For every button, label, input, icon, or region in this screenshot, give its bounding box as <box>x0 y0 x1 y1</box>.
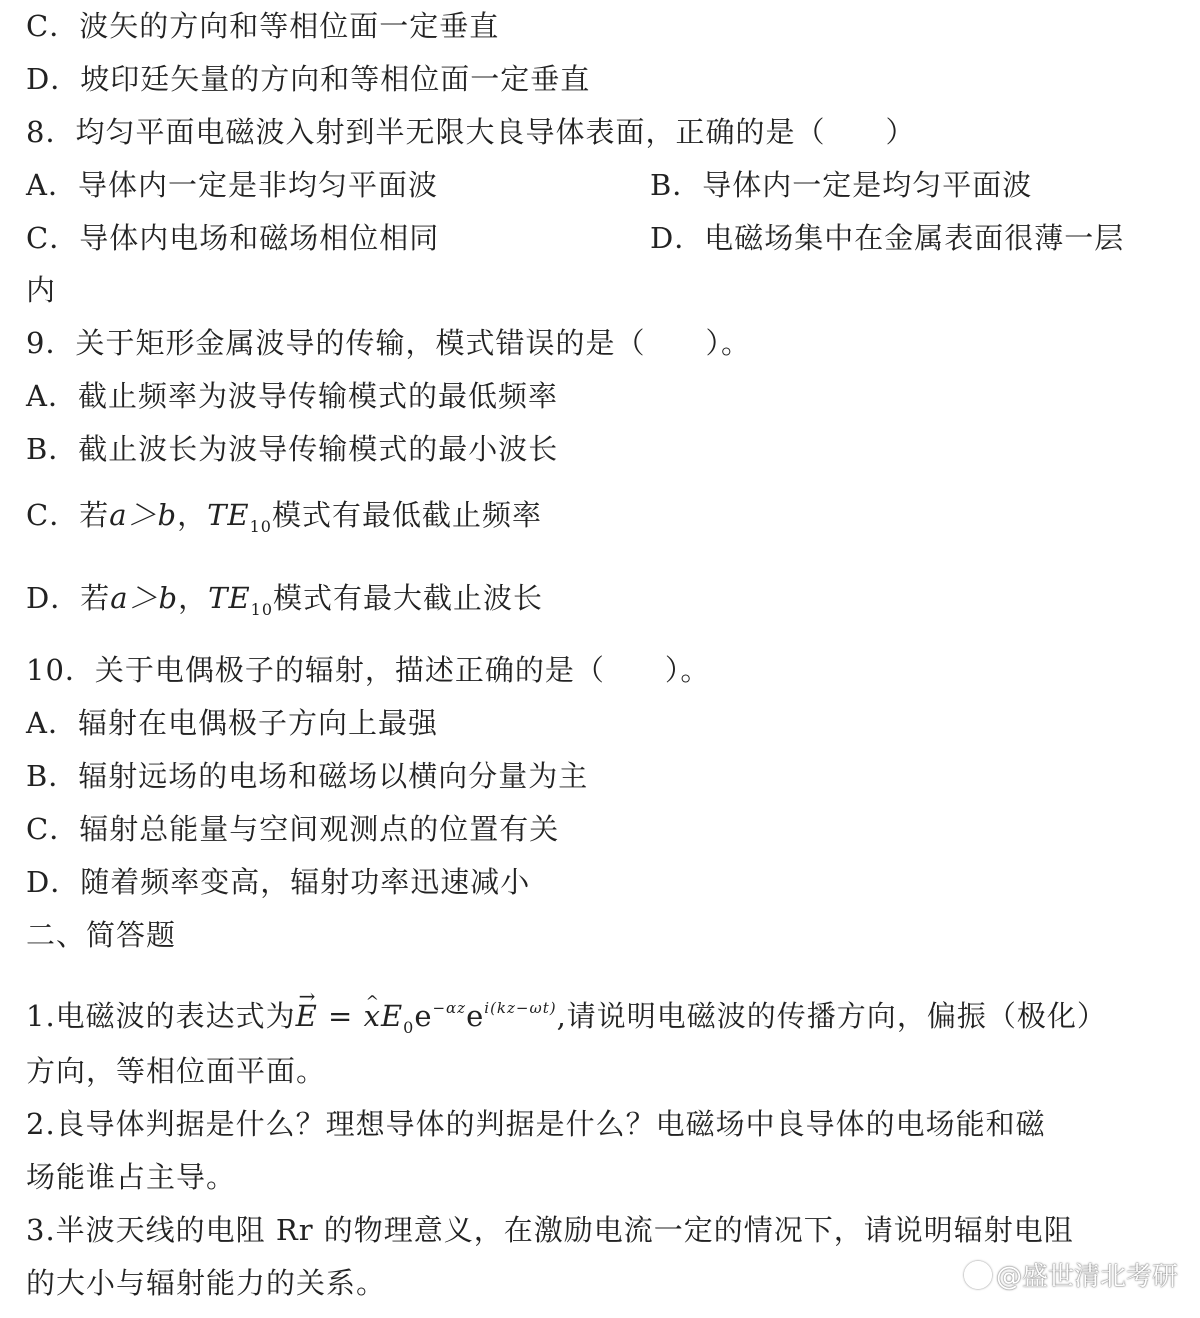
question-10: 10．关于电偶极子的辐射，描述正确的是（ ）。 <box>26 653 711 687</box>
option-8d: D．电磁场集中在金属表面很薄一层 <box>650 221 1125 255</box>
short-answer-3: 3.半波天线的电阻 Rr 的物理意义，在激励电流一定的情况下，请说明辐射电阻 <box>26 1213 1074 1247</box>
option-8b: B．导体内一定是均匀平面波 <box>650 168 1033 202</box>
formula-electric-field <box>295 999 557 1037</box>
option-8c: C．导体内电场和磁场相位相同 <box>26 221 440 255</box>
mode-te-subscript: 10 <box>250 600 274 619</box>
vector-e: → E <box>296 996 318 1036</box>
option-9c-mode <box>207 498 272 536</box>
watermark-text: @盛世清北考研 <box>995 1262 1178 1292</box>
attenuation-exponent: −αz <box>432 999 467 1017</box>
option-9c-comma: ， <box>177 498 208 532</box>
watermark-logo-icon <box>964 1261 992 1289</box>
watermark <box>964 1260 1178 1294</box>
attenuation-base: e <box>414 999 433 1033</box>
mode-te-label: TE <box>208 581 251 615</box>
phase-exponent: i(kz−ωt) <box>484 999 557 1017</box>
unit-vector-x: ^ x <box>364 996 381 1036</box>
question-8: 8．均匀平面电磁波入射到半无限大良导体表面，正确的是（ ） <box>26 115 916 149</box>
option-10a: A．辐射在电偶极子方向上最强 <box>26 706 438 740</box>
question-9: 9．关于矩形金属波导的传输，模式错误的是（ ）。 <box>26 326 751 360</box>
option-8d-continuation: 内 <box>26 273 57 307</box>
option-9d-mode <box>208 581 274 619</box>
option-9b: B．截止波长为波导传输模式的最小波长 <box>26 432 559 466</box>
option-9a: A．截止频率为波导传输模式的最低频率 <box>26 379 558 413</box>
option-9d-prefix: D．若 <box>26 581 111 615</box>
short-answer-1 <box>26 988 1107 1048</box>
option-9d-condition: a＞b <box>110 581 179 615</box>
option-9c <box>26 495 542 547</box>
short-answer-2: 2.良导体判据是什么？理想导体的判据是什么？电磁场中良导体的电场能和磁 <box>26 1107 1046 1141</box>
amplitude-e0: E <box>380 999 404 1033</box>
option-10d: D．随着频率变高，辐射功率迅速减小 <box>26 865 531 899</box>
mode-te-subscript: 10 <box>249 517 272 536</box>
line-q7c: C．波矢的方向和等相位面一定垂直 <box>26 9 500 43</box>
option-10c: C．辐射总能量与空间观测点的位置有关 <box>26 812 560 846</box>
phase-base: e <box>466 999 485 1033</box>
option-9d-comma: ， <box>178 581 209 615</box>
option-10b: B．辐射远场的电场和磁场以横向分量为主 <box>26 759 589 793</box>
option-9c-condition: a＞b <box>109 498 178 532</box>
short-answer-3-continuation: 的大小与辐射能力的关系。 <box>26 1266 387 1300</box>
short-answer-1-prefix: 1.电磁波的表达式为 <box>26 999 296 1033</box>
option-8a: A．导体内一定是非均匀平面波 <box>26 168 438 202</box>
option-9d <box>26 578 543 630</box>
option-9c-text: 模式有最低截止频率 <box>271 498 542 532</box>
line-q7d: D．坡印廷矢量的方向和等相位面一定垂直 <box>26 62 591 96</box>
short-answer-1-continuation: 方向，等相位面平面。 <box>26 1054 327 1088</box>
short-answer-1-text: ,请说明电磁波的传播方向，偏振（极化） <box>556 999 1107 1033</box>
short-answer-2-continuation: 场能谁占主导。 <box>26 1160 237 1194</box>
mode-te-label: TE <box>207 498 250 532</box>
option-9c-prefix: C．若 <box>26 498 110 532</box>
amplitude-subscript: 0 <box>403 1018 415 1037</box>
formula-equals: = <box>317 999 364 1033</box>
option-9d-text: 模式有最大截止波长 <box>273 581 544 615</box>
section-heading-short-answer: 二、简答题 <box>26 918 177 952</box>
